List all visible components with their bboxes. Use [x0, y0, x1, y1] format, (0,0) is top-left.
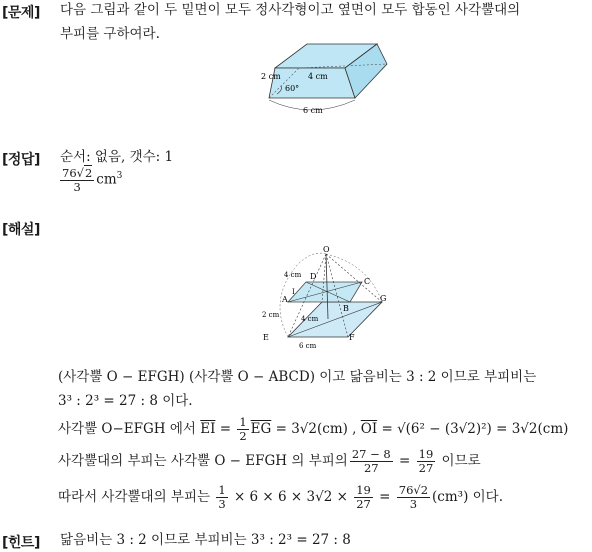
- fig1-top-edge-label: 4 cm: [308, 72, 328, 81]
- fig2-label-G: G: [380, 294, 387, 303]
- segment-EI: $\overline{EI}$: [200, 421, 216, 437]
- frustum-figure: [255, 40, 390, 116]
- fig2-label-O: O: [323, 245, 330, 254]
- solution-line2: 3³ : 2³ = 27 : 8 이다.: [58, 393, 193, 409]
- fig2-label-C: C: [364, 277, 371, 286]
- fig2-6cm-label: 6 cm: [299, 342, 317, 350]
- fig2-label-E: E: [263, 333, 269, 342]
- fig1-angle-label: 60°: [285, 84, 300, 93]
- solution-label: [해설]: [2, 222, 40, 238]
- solution-line4: 사각뿔대의 부피는 사각뿔 O − EFGH 의 부피의 $\frac{27 - 8}{27}$ = $\frac{19}{27}$ 이므로: [58, 447, 481, 475]
- hint-label: [힌트]: [2, 535, 40, 551]
- answer-num-coef: 76: [62, 165, 77, 180]
- hint-text: 닮음비는 3 : 2 이므로 부피비는 3³ : 2³ = 27 : 8: [60, 532, 351, 548]
- fig2-label-A: A: [282, 295, 288, 304]
- answer-meta: 순서: 없음, 갯수: 1: [60, 149, 174, 165]
- fig2-2cm-label: 2 cm: [262, 311, 280, 319]
- fig2-label-F: F: [349, 333, 355, 342]
- answer-num-radicand: 2: [84, 165, 93, 180]
- answer-value: [58, 166, 122, 194]
- fig2-4cm-label: 4 cm: [301, 315, 319, 323]
- fig2-side-edge-label: 4 cm: [284, 271, 302, 279]
- answer-den: 3: [73, 179, 81, 194]
- fig1-bottom-edge-label: 6 cm: [303, 106, 323, 115]
- answer-unit: cm: [96, 171, 117, 188]
- solution-line5: 따라서 사각뿔대의 부피는 $\frac{1}{3}$ × 6 × 6 × 3√2 × $\frac{19}{27}$ = $\frac{76√2}{3}$ (cm³) 이다.: [58, 483, 504, 511]
- fig2-label-D: D: [310, 272, 317, 281]
- fig2-label-I: I: [292, 288, 295, 296]
- answer-label: [정답]: [2, 152, 40, 168]
- solution-line3: 사각뿔 O−EFGH 에서 $\overline{EI}$ = $\frac{1}{2}$ $\overline{EG} = 3√2(cm)$ , $\overline{OI} = √(6^2 - (3√2)^2) = 3√2(cm)$: [58, 415, 569, 443]
- pyramid-figure: [258, 244, 394, 350]
- problem-text-line1: 다음 그림과 같이 두 밑면이 모두 정사각형이고 옆면이 모두 합동인 사각뿔대의: [60, 2, 521, 18]
- segment-OI: $\overline{OI}$: [360, 421, 378, 437]
- fig2-label-B: B: [343, 304, 349, 313]
- answer-fraction: $\frac{76√2}{3}$: [62, 165, 93, 194]
- fig1-slant-edge-label: 2 cm: [261, 72, 281, 81]
- problem-text-line2: 부피를 구하여라.: [60, 26, 160, 42]
- segment-EG: $\overline{EG}$: [250, 421, 272, 437]
- problem-label: [문제]: [2, 5, 40, 21]
- solution-line1: (사각뿔 O − EFGH) (사각뿔 O − ABCD) 이고 닮음비는 3 : 2 이므로 부피비는: [58, 369, 537, 385]
- answer-unit-exp: 3: [116, 171, 123, 181]
